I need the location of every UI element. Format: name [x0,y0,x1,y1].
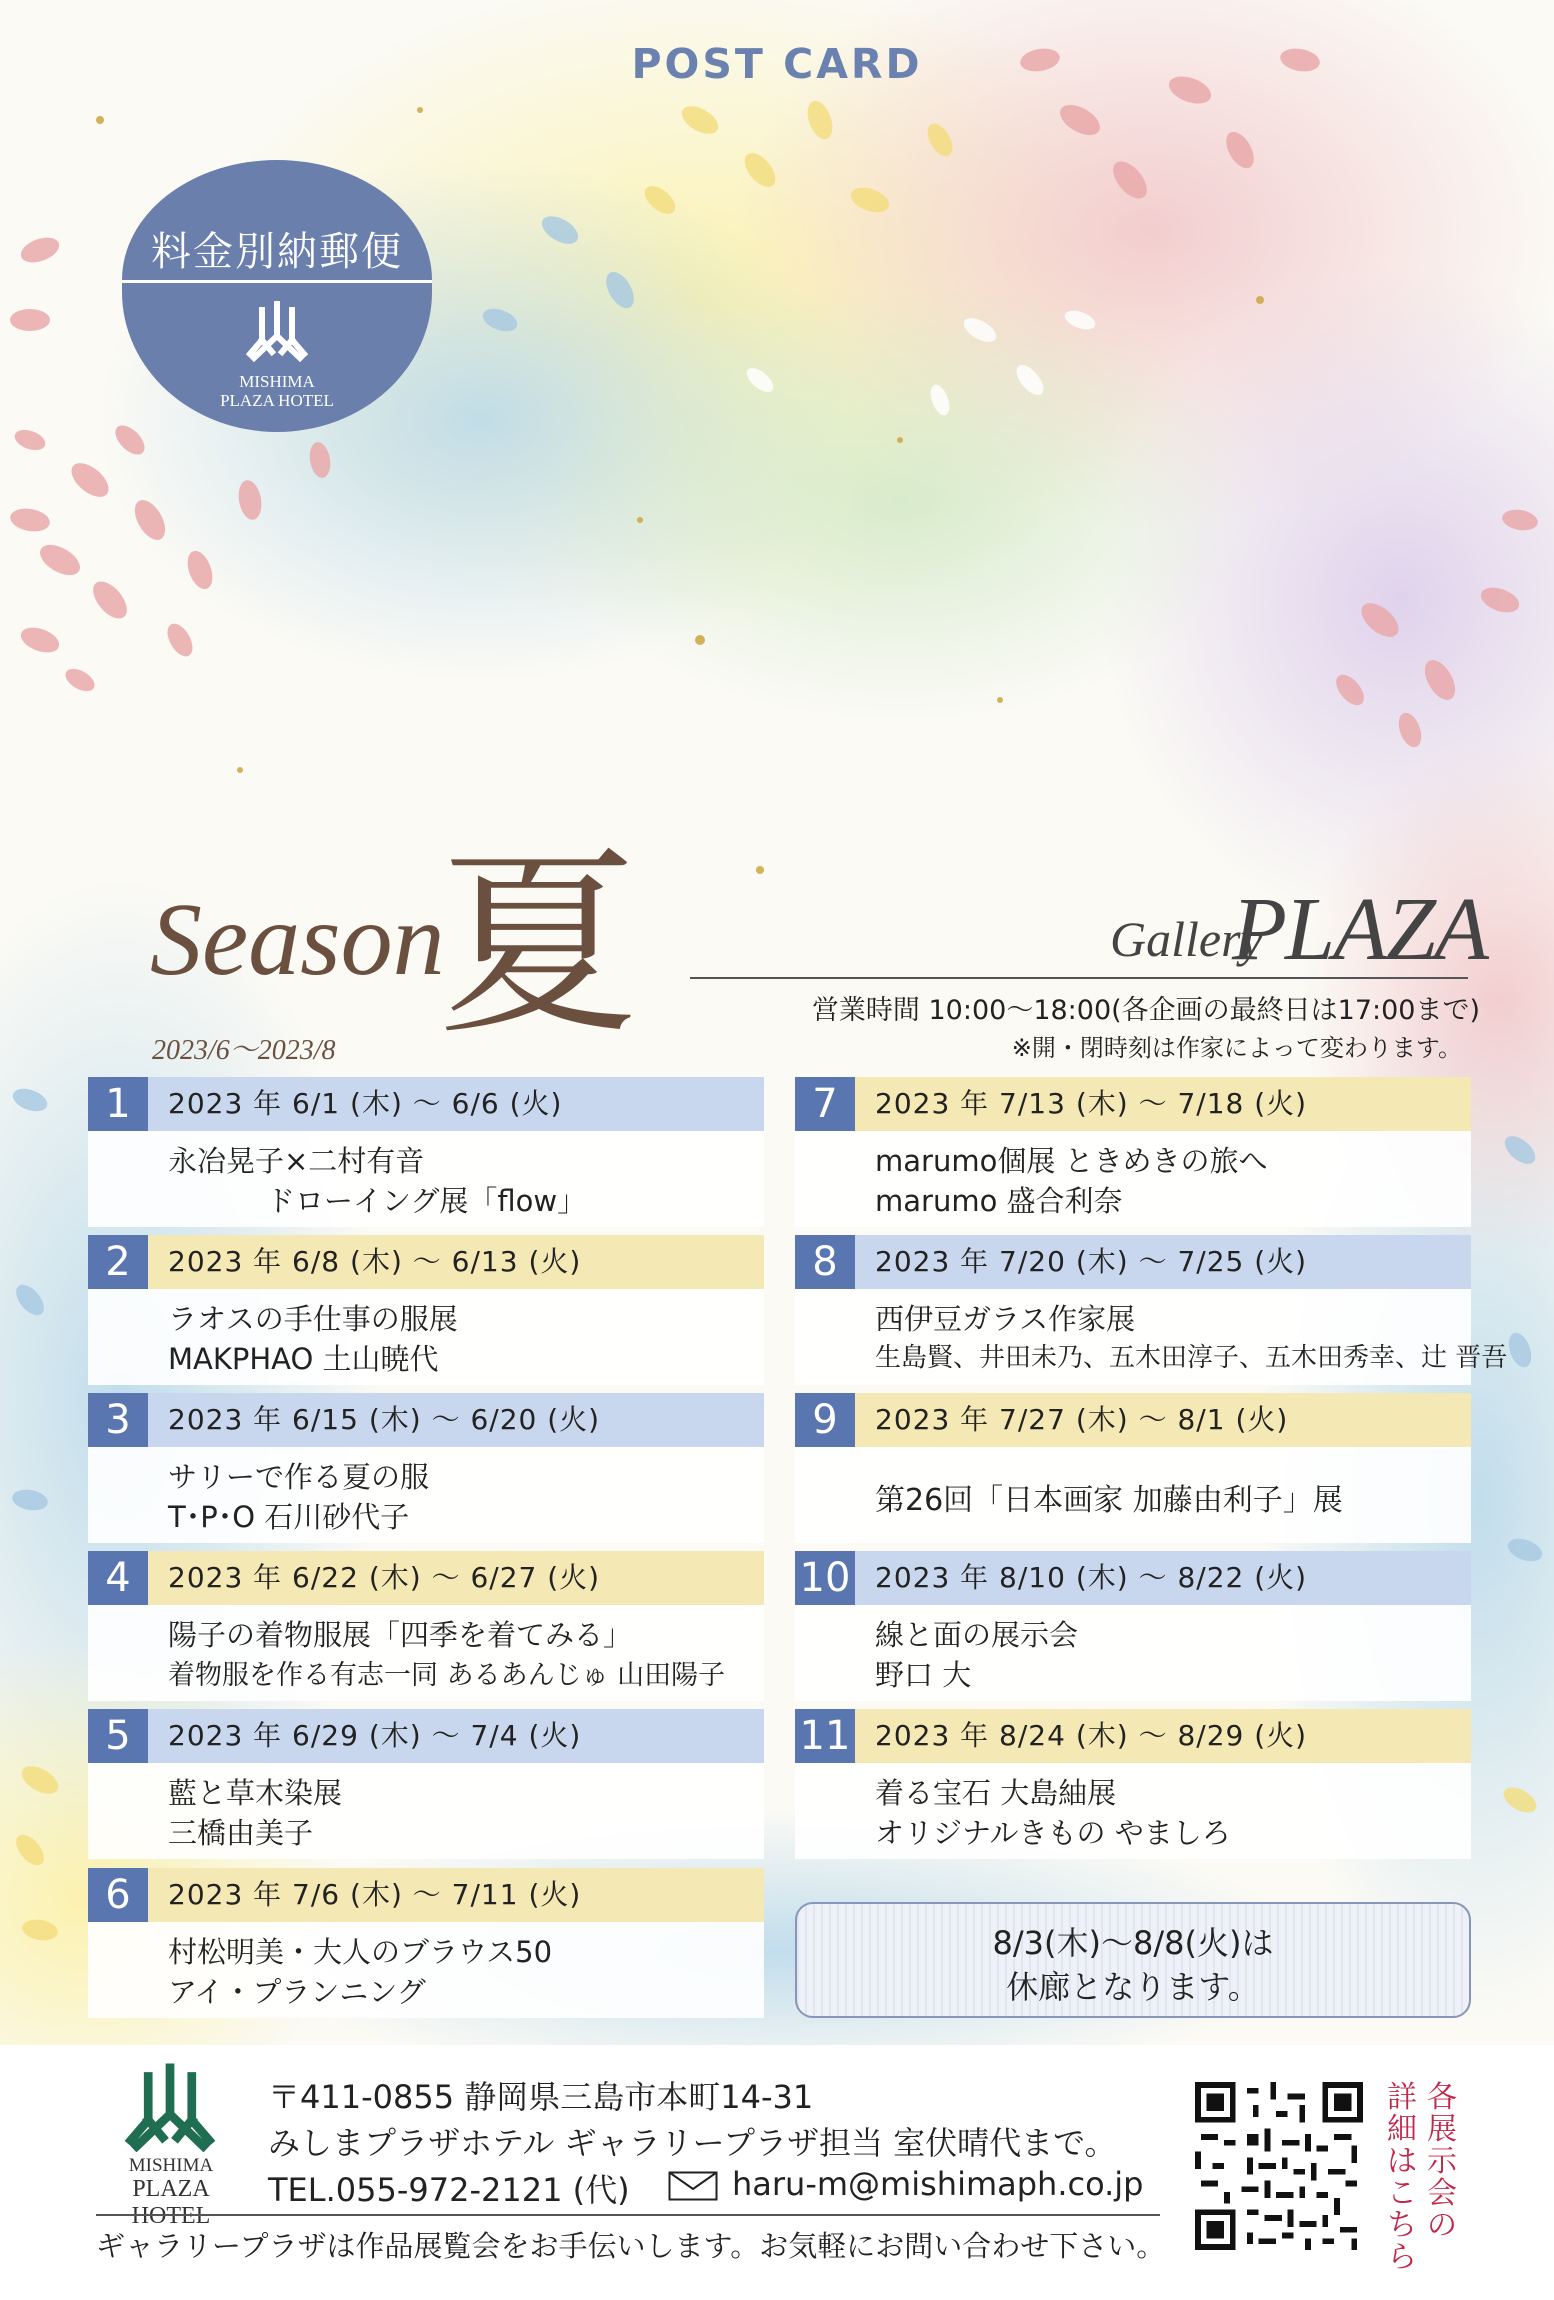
exhibition-title: 着る宝石 大島紬展 [875,1776,1117,1810]
exhibition-subtitle: 野口 大 [875,1658,972,1692]
exhibition-date: 2023 年 7/6 (木) 〜 7/11 (火) [168,1878,582,1911]
gallery-name-plaza: PLAZA [1232,880,1488,979]
exhibition-header [88,1551,764,1605]
exhibition-body [88,1131,764,1227]
exhibition-date: 2023 年 7/20 (木) 〜 7/25 (火) [875,1245,1308,1278]
business-hours-note: ※開・閉時刻は作家によって変わります。 [1011,1034,1462,1062]
exhibition-card [88,1868,764,2020]
exhibition-header [88,1868,764,1922]
closed-notice-text: 休廊となります。 [1006,1968,1260,2006]
exhibition-body [795,1289,1508,1385]
exhibition-title: 線と面の展示会 [875,1618,1079,1652]
exhibition-card [795,1077,1471,1227]
footer-contact: みしまプラザホテル ギャラリープラザ担当 室伏晴代まで。 [268,2124,1117,2162]
exhibition-title: 村松明美・大人のブラウス50 [168,1935,553,1969]
exhibition-header [88,1235,764,1289]
exhibition-header [88,1393,764,1447]
closed-notice-dates: 8/3(木)〜8/8(火)は [992,1924,1274,1962]
footer-divider [96,2214,1160,2216]
hotel-logo-icon [122,2062,218,2152]
stamp-label: 料金別納郵便 [151,229,403,275]
season-title: Season [150,882,445,997]
exhibition-number: 8 [795,1235,855,1289]
exhibition-body [88,1605,764,1701]
exhibition-title: 陽子の着物服展「四季を着てみる」 [168,1618,633,1652]
qr-caption-line1: 各展示会の [1427,2080,1457,2243]
exhibition-subtitle: 着物服を作る有志一同 あるあんじゅ 山田陽子 [168,1660,726,1691]
exhibition-header [88,1709,764,1763]
exhibition-date: 2023 年 6/22 (木) 〜 6/27 (火) [168,1561,601,1594]
stamp-divider [122,280,432,283]
business-hours: 営業時間 10:00〜18:00(各企画の最終日は17:00まで) [811,995,1480,1026]
exhibition-subtitle: 生島賢、井田未乃、五木田淳子、五木田秀幸、辻 晋吾 [875,1343,1508,1373]
exhibition-subtitle: 三橋由美子 [168,1816,314,1850]
exhibition-subtitle: marumo 盛合利奈 [875,1184,1123,1218]
exhibition-body [795,1763,1471,1859]
exhibition-number: 4 [88,1551,148,1605]
exhibition-title: 藍と草木染展 [168,1776,343,1810]
exhibition-header [795,1709,1471,1763]
season-range: 2023/6〜2023/8 [152,1035,336,1066]
exhibition-body [795,1605,1471,1701]
exhibition-number: 3 [88,1393,148,1447]
exhibition-date: 2023 年 6/1 (木) 〜 6/6 (火) [168,1087,563,1120]
exhibition-card [88,1551,764,1701]
exhibition-header [795,1235,1471,1289]
exhibition-header [795,1551,1471,1605]
postage-stamp [122,160,432,432]
exhibition-subtitle: オリジナルきもの やましろ [875,1816,1231,1850]
hotel-logo-icon [246,300,308,362]
exhibition-date: 2023 年 8/24 (木) 〜 8/29 (火) [875,1719,1308,1752]
exhibition-body [88,1447,764,1543]
exhibition-number: 10 [795,1551,855,1605]
exhibition-card [88,1077,764,1227]
exhibition-number: 11 [795,1709,855,1763]
exhibition-title: 永冶晃子×二村有音 [168,1144,425,1178]
exhibition-date: 2023 年 7/27 (木) 〜 8/1 (火) [875,1403,1289,1436]
footer-hotel-line1: MISHIMA [128,2155,214,2176]
stamp-hotel-name [122,372,432,410]
exhibition-date: 2023 年 6/15 (木) 〜 6/20 (火) [168,1403,601,1436]
exhibition-body [795,1447,1471,1543]
exhibition-subtitle: MAKPHAO 土山暁代 [168,1342,439,1376]
exhibition-card [795,1709,1471,1859]
exhibition-card [795,1551,1471,1701]
exhibition-body [795,1131,1471,1227]
exhibition-card [88,1393,764,1543]
exhibition-card [88,1235,764,1385]
exhibition-title: 第26回「日本画家 加藤由利子」展 [875,1483,1343,1518]
exhibition-title: ラオスの手仕事の服展 [168,1302,458,1336]
footer-address: 〒411-0855 静岡県三島市本町14-31 [268,2078,814,2116]
exhibition-header [795,1393,1471,1447]
envelope-icon [668,2171,718,2201]
gallery-divider [690,977,1468,979]
footer-email-link[interactable]: haru-m@mishimaph.co.jp [732,2165,1144,2203]
postcard-label: POST CARD [631,40,923,88]
qr-code-icon[interactable] [1195,2082,1363,2250]
exhibition-card [795,1393,1471,1543]
exhibition-title: 西伊豆ガラス作家展 [875,1302,1136,1336]
exhibition-title: marumo個展 ときめきの旅へ [875,1144,1268,1178]
gallery-name-gallery: Gallery [1110,911,1263,967]
exhibition-number: 2 [88,1235,148,1289]
closed-notice [795,1902,1471,2018]
exhibition-card [795,1235,1508,1385]
exhibition-number: 5 [88,1709,148,1763]
exhibition-body [88,1289,764,1385]
exhibition-body [88,1763,764,1859]
footer-tel[interactable]: TEL.055-972-2121 (代) [268,2171,630,2209]
exhibition-header [88,1077,764,1131]
exhibition-date: 2023 年 6/8 (木) 〜 6/13 (火) [168,1245,582,1278]
exhibition-number: 6 [88,1868,148,1922]
exhibition-number: 7 [795,1077,855,1131]
exhibition-title: サリーで作る夏の服 [168,1460,430,1494]
exhibition-card [88,1709,764,1859]
exhibition-date: 2023 年 6/29 (木) 〜 7/4 (火) [168,1719,582,1752]
exhibition-date: 2023 年 7/13 (木) 〜 7/18 (火) [875,1087,1308,1120]
footer-hotel-line2: PLAZA HOTEL [131,2176,211,2229]
exhibition-date: 2023 年 8/10 (木) 〜 8/22 (火) [875,1561,1308,1594]
exhibition-subtitle: T･P･O 石川砂代子 [168,1500,410,1534]
exhibition-subtitle: アイ・プランニング [168,1975,426,2009]
stamp-hotel-line1: MISHIMA [239,372,315,391]
season-kanji: 夏 [438,829,639,1062]
exhibition-header [795,1077,1471,1131]
exhibition-number: 9 [795,1393,855,1447]
footer-note: ギャラリープラザは作品展覧会をお手伝いします。お気軽にお問い合わせ下さい。 [96,2229,1166,2263]
stamp-hotel-line2: PLAZA HOTEL [220,391,334,410]
exhibition-subtitle: ドローイング展「flow」 [266,1184,587,1218]
exhibition-number: 1 [88,1077,148,1131]
exhibition-body [88,1922,764,2018]
qr-caption-line2: 詳細はこちら [1387,2080,1417,2275]
